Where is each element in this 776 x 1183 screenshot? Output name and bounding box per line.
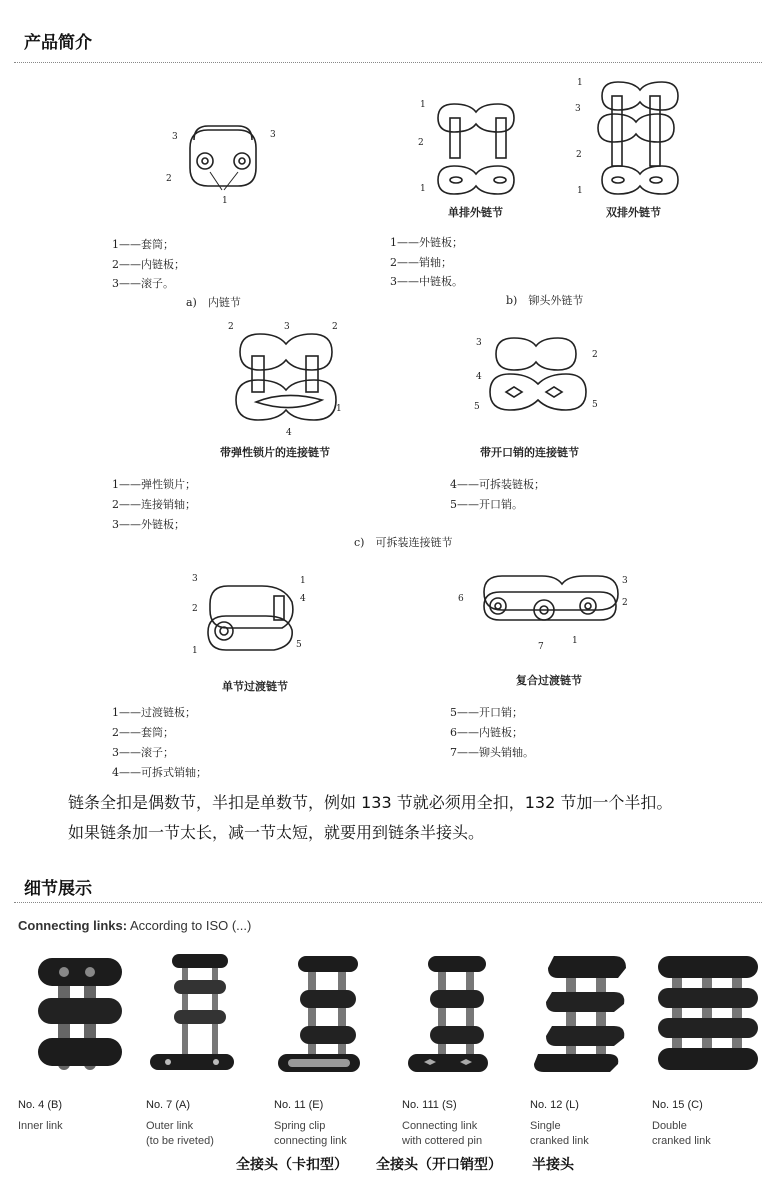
double-cranked-link-photo — [652, 950, 772, 1085]
intro-section-title: 产品简介 — [24, 33, 92, 53]
legend-a-1: 1——套筒； — [112, 238, 174, 251]
inner-link-drawing — [190, 126, 256, 190]
callout-number: 2 — [192, 604, 198, 614]
link-description — [18, 1119, 138, 1134]
legend-c-2: 2——连接销轴； — [112, 498, 196, 511]
link-description — [274, 1119, 394, 1149]
link-card-spring-clip — [274, 950, 394, 1149]
caption-cotter-type: 全接头（开口销型） — [376, 1157, 502, 1173]
link-description-line: with cottered pin — [402, 1135, 483, 1147]
link-card-inner — [18, 950, 138, 1134]
callout-number: 1 — [420, 184, 426, 194]
description-line-2: 如果链条加一节太长，减一节太短，就要用到链条半接头。 — [68, 823, 485, 842]
callout-number: 1 — [577, 186, 583, 196]
link-description-line: Single — [530, 1120, 561, 1132]
callout-number: 1 — [572, 636, 578, 646]
legend-d-4: 4——可拆式销轴； — [112, 766, 207, 779]
connecting-links-header — [18, 918, 251, 933]
single-cranked-link-title: 单节过渡链节 — [222, 680, 288, 693]
legend-d-2: 2——套筒； — [112, 726, 174, 739]
link-card-outer — [146, 950, 266, 1149]
link-number: No. 12 (L) — [530, 1099, 579, 1111]
link-number: No. 11 (E) — [274, 1099, 324, 1111]
link-number: No. 15 (C) — [652, 1099, 703, 1111]
chain-link-diagram — [0, 62, 776, 782]
callout-number: 1 — [420, 100, 426, 110]
single-cranked-link-photo — [530, 950, 650, 1085]
legend-d-7: 7——铆头销轴。 — [450, 746, 534, 759]
outer-link-photo — [146, 950, 266, 1085]
spring-clip-link-drawing — [236, 334, 336, 420]
callout-number: 2 — [166, 174, 172, 184]
chain-link-drawings — [0, 62, 776, 782]
callout-number: 3 — [270, 130, 276, 140]
description-line-1: 链条全扣是偶数节，半扣是单数节，例如 133 节就必须用全扣，132 节加一个半扣。 — [68, 793, 673, 812]
callout-number: 3 — [284, 322, 290, 332]
spring-clip-link-photo — [274, 950, 394, 1085]
single-cranked-link-drawing — [208, 586, 293, 650]
inner-link-photo — [18, 950, 138, 1085]
cottered-pin-link-photo — [402, 950, 522, 1085]
compound-cranked-link-title: 复合过渡链节 — [516, 674, 582, 687]
link-number: No. 7 (A) — [146, 1099, 191, 1111]
link-card-double-cranked — [652, 950, 772, 1149]
callout-number: 5 — [296, 640, 302, 650]
spring-clip-link-title: 带弹性锁片的连接链节 — [220, 446, 330, 459]
detail-section-title: 细节展示 — [24, 879, 92, 899]
link-description — [652, 1119, 772, 1149]
callout-number: 3 — [192, 574, 198, 584]
callout-number: 3 — [575, 104, 581, 114]
legend-b-1: 1——外链板； — [390, 236, 463, 249]
callout-number: 7 — [538, 642, 544, 652]
legend-d-1: 1——过渡链板； — [112, 706, 196, 719]
connecting-links-label: Connecting links: — [18, 918, 128, 933]
single-outer-link-drawing — [438, 104, 514, 194]
callout-number: 2 — [576, 150, 582, 160]
callout-number: 1 — [577, 78, 583, 88]
callout-number: 1 — [300, 576, 306, 586]
caption-half-link: 半接头 — [532, 1157, 574, 1173]
caption-clip-type: 全接头（卡扣型） — [236, 1157, 348, 1173]
link-description-line: connecting link — [274, 1135, 347, 1147]
link-description-line: Double — [652, 1120, 687, 1132]
legend-c-4: 4——可拆装链板； — [450, 478, 545, 491]
legend-d-6: 6——内链板； — [450, 726, 523, 739]
link-description-line: (to be riveted) — [146, 1135, 214, 1147]
callout-number: 5 — [474, 402, 480, 412]
cotter-pin-link-drawing — [490, 338, 586, 410]
callout-number: 3 — [172, 132, 178, 142]
callout-number: 3 — [476, 338, 482, 348]
callout-number: 2 — [332, 322, 338, 332]
link-description-line: Inner link — [18, 1120, 63, 1132]
callout-number: 4 — [300, 594, 306, 604]
legend-b-3: 3——中链板。 — [390, 275, 463, 288]
link-description-line: Outer link — [146, 1120, 194, 1132]
callout-number: 6 — [458, 594, 464, 604]
link-description-line: Connecting link — [402, 1120, 478, 1132]
callout-number: 5 — [592, 400, 598, 410]
caption-a: a) 内链节 — [186, 296, 241, 309]
callout-number: 2 — [228, 322, 234, 332]
double-outer-link-drawing — [598, 82, 678, 194]
callout-number: 1 — [192, 646, 198, 656]
callout-number: 1 — [222, 196, 228, 206]
caption-c: c) 可拆装连接链节 — [354, 536, 453, 549]
link-card-single-cranked — [530, 950, 650, 1149]
link-description — [530, 1119, 650, 1149]
legend-c-1: 1——弹性锁片； — [112, 478, 196, 491]
callout-number: 2 — [418, 138, 424, 148]
callout-number: 4 — [476, 372, 482, 382]
link-number: No. 111 (S) — [402, 1099, 457, 1111]
callout-number: 2 — [592, 350, 598, 360]
divider — [14, 902, 762, 903]
cotter-pin-link-title: 带开口销的连接链节 — [480, 446, 579, 459]
legend-d-3: 3——滚子； — [112, 746, 174, 759]
link-description-line: cranked link — [652, 1135, 711, 1147]
connecting-links-standard: According to ISO (...) — [127, 918, 252, 933]
single-outer-link-title: 单排外链节 — [448, 206, 503, 219]
callout-number: 1 — [336, 404, 342, 414]
legend-c-3: 3——外链板； — [112, 518, 185, 531]
link-description-line: Spring clip — [274, 1120, 326, 1132]
compound-cranked-link-drawing — [484, 576, 618, 620]
callout-number: 4 — [286, 428, 292, 438]
legend-d-5: 5——开口销； — [450, 706, 523, 719]
link-card-cottered — [402, 950, 522, 1149]
link-description — [402, 1119, 522, 1149]
legend-c-5: 5——开口销。 — [450, 498, 523, 511]
callout-number: 2 — [622, 598, 628, 608]
link-number: No. 4 (B) — [18, 1099, 63, 1111]
legend-a-3: 3——滚子。 — [112, 277, 174, 290]
double-outer-link-title: 双排外链节 — [606, 206, 661, 219]
callout-number: 3 — [622, 576, 628, 586]
link-description — [146, 1119, 266, 1149]
legend-a-2: 2——内链板； — [112, 258, 185, 271]
link-description-line: cranked link — [530, 1135, 589, 1147]
legend-b-2: 2——销轴； — [390, 256, 452, 269]
caption-b: b) 铆头外链节 — [506, 294, 584, 307]
